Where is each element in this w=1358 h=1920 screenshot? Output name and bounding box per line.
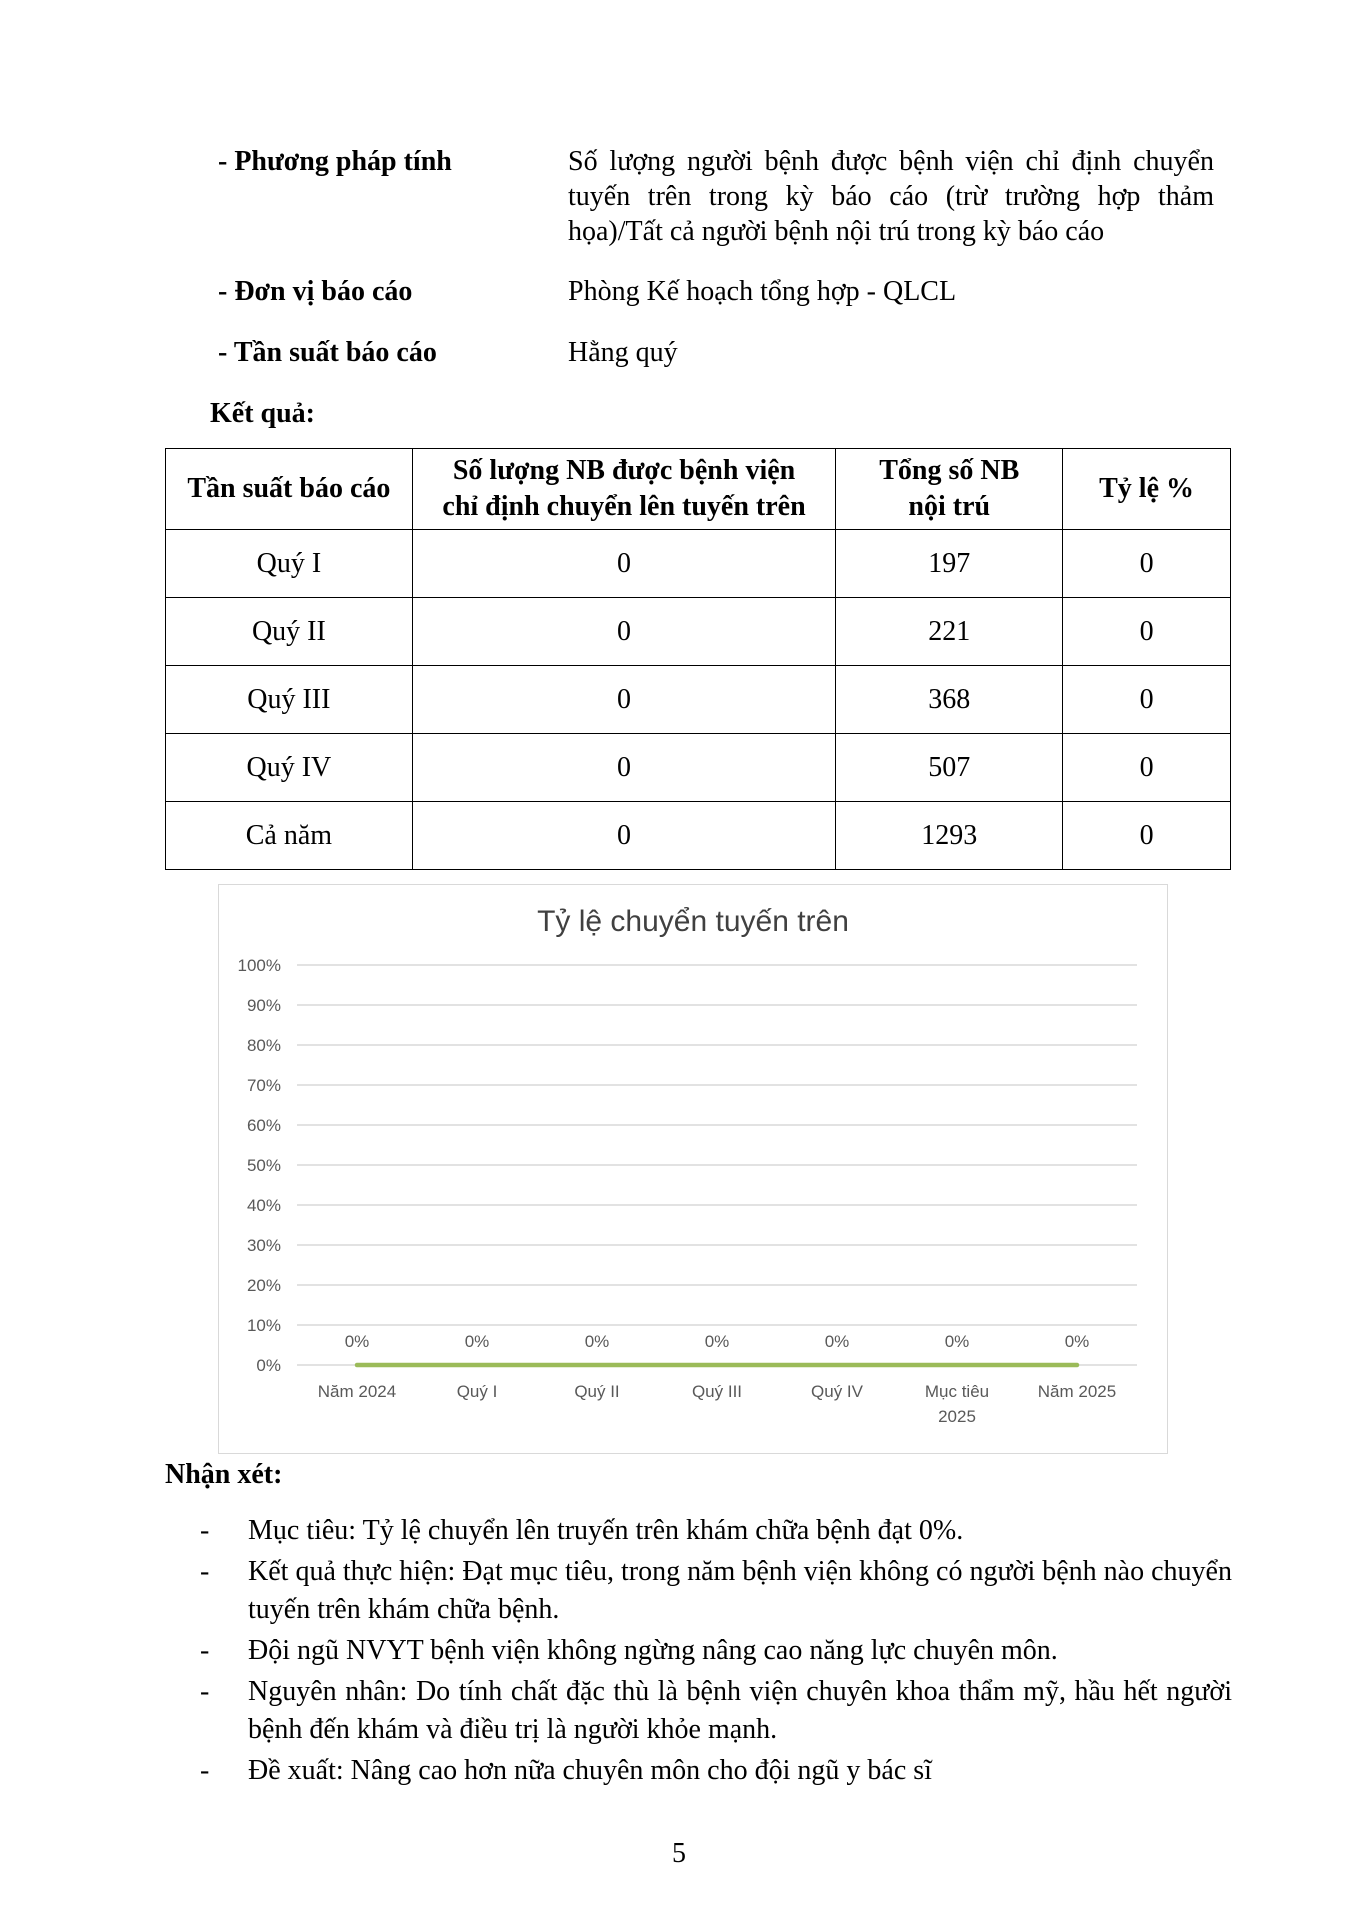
x-tick-label: Năm 2024 bbox=[317, 1382, 397, 1401]
x-tick-label: Quý II bbox=[574, 1382, 620, 1401]
cell-transferred: 0 bbox=[412, 598, 836, 666]
table-row bbox=[166, 598, 1231, 666]
list-dash: - bbox=[200, 1755, 210, 1786]
cell-total: 368 bbox=[836, 666, 1063, 734]
cell-transferred: 0 bbox=[412, 530, 836, 598]
y-tick-label: 100% bbox=[237, 956, 281, 975]
results-table bbox=[165, 448, 1231, 870]
note-text: Kết quả thực hiện: Đạt mục tiêu, trong năm bệnh viện không có người bệnh nào chuyển tuyến trên khám chữa bệnh. bbox=[248, 1556, 1232, 1625]
table-row bbox=[166, 802, 1231, 870]
chart-svg bbox=[219, 885, 1167, 1453]
y-tick-label: 70% bbox=[246, 1076, 281, 1095]
table-row bbox=[166, 530, 1231, 598]
x-tick-label: Năm 2025 bbox=[1037, 1382, 1117, 1401]
y-tick-label: 30% bbox=[246, 1236, 281, 1255]
note-text: Đề xuất: Nâng cao hơn nữa chuyên môn cho đội ngũ y bác sĩ bbox=[248, 1755, 932, 1786]
frequency-value: Hằng quý bbox=[568, 337, 678, 368]
cell-rate: 0 bbox=[1063, 530, 1231, 598]
chart-container bbox=[218, 884, 1168, 1454]
data-label: 0% bbox=[344, 1332, 370, 1351]
frequency-label: - Tần suất báo cáo bbox=[218, 337, 437, 368]
method-value: Số lượng người bệnh được bệnh viện chỉ định chuyển tuyến trên trong kỳ báo cáo (trừ trường hợp thảm họa)/Tất cả người bệnh nội trú trong kỳ báo cáo bbox=[568, 146, 1214, 247]
cell-period: Quý II bbox=[166, 598, 413, 666]
list-dash: - bbox=[200, 1676, 210, 1707]
table-row bbox=[166, 734, 1231, 802]
cell-total: 197 bbox=[836, 530, 1063, 598]
list-item bbox=[200, 1673, 1232, 1749]
y-tick-label: 90% bbox=[246, 996, 281, 1015]
cell-period: Quý III bbox=[166, 666, 413, 734]
cell-rate: 0 bbox=[1063, 734, 1231, 802]
notes-list bbox=[200, 1512, 1232, 1793]
note-text: Nguyên nhân: Do tính chất đặc thù là bệnh viện chuyên khoa thẩm mỹ, hầu hết người bệnh đến khám và điều trị là người khỏe mạnh. bbox=[248, 1676, 1232, 1745]
y-tick-label: 80% bbox=[246, 1036, 281, 1055]
data-label: 0% bbox=[824, 1332, 850, 1351]
note-text: Mục tiêu: Tỷ lệ chuyển lên truyến trên khám chữa bệnh đạt 0%. bbox=[248, 1515, 964, 1546]
list-dash: - bbox=[200, 1635, 210, 1666]
header-total-line2: nội trú bbox=[908, 491, 991, 522]
data-label: 0% bbox=[944, 1332, 970, 1351]
y-tick-label: 40% bbox=[246, 1196, 281, 1215]
y-tick-label: 50% bbox=[246, 1156, 281, 1175]
data-label: 0% bbox=[464, 1332, 490, 1351]
cell-rate: 0 bbox=[1063, 666, 1231, 734]
cell-transferred: 0 bbox=[412, 666, 836, 734]
data-label: 0% bbox=[584, 1332, 610, 1351]
cell-rate: 0 bbox=[1063, 598, 1231, 666]
header-transferred bbox=[412, 449, 836, 530]
y-tick-label: 20% bbox=[246, 1276, 281, 1295]
cell-period: Quý I bbox=[166, 530, 413, 598]
header-total bbox=[836, 449, 1063, 530]
header-total-line1: Tổng số NB bbox=[879, 455, 1020, 486]
table-row bbox=[166, 666, 1231, 734]
data-label: 0% bbox=[1064, 1332, 1090, 1351]
header-rate: Tỷ lệ % bbox=[1063, 449, 1231, 530]
x-tick-label: Quý I bbox=[456, 1382, 498, 1401]
list-dash: - bbox=[200, 1556, 210, 1587]
note-text: Đội ngũ NVYT bệnh viện không ngừng nâng cao năng lực chuyên môn. bbox=[248, 1635, 1058, 1666]
results-heading: Kết quả: bbox=[210, 398, 315, 429]
x-tick-label: 2025 bbox=[938, 1407, 976, 1426]
header-transferred-line2: chỉ định chuyển lên tuyến trên bbox=[442, 491, 806, 522]
cell-period: Quý IV bbox=[166, 734, 413, 802]
cell-period: Cả năm bbox=[166, 802, 413, 870]
list-item bbox=[200, 1512, 1232, 1550]
list-item bbox=[200, 1752, 1232, 1790]
data-label: 0% bbox=[704, 1332, 730, 1351]
cell-rate: 0 bbox=[1063, 802, 1231, 870]
cell-transferred: 0 bbox=[412, 734, 836, 802]
table-header-row bbox=[166, 449, 1231, 530]
unit-label: - Đơn vị báo cáo bbox=[218, 276, 413, 307]
y-tick-label: 0% bbox=[256, 1356, 281, 1375]
cell-transferred: 0 bbox=[412, 802, 836, 870]
list-item bbox=[200, 1553, 1232, 1629]
header-frequency: Tần suất báo cáo bbox=[166, 449, 413, 530]
notes-heading: Nhận xét: bbox=[165, 1459, 283, 1490]
page-number: 5 bbox=[672, 1838, 686, 1869]
method-label: - Phương pháp tính bbox=[218, 146, 452, 177]
chart-title: Tỷ lệ chuyển tuyến trên bbox=[537, 905, 849, 938]
header-transferred-line1: Số lượng NB được bệnh viện bbox=[452, 455, 796, 486]
cell-total: 221 bbox=[836, 598, 1063, 666]
cell-total: 1293 bbox=[836, 802, 1063, 870]
list-dash: - bbox=[200, 1515, 210, 1546]
y-tick-label: 10% bbox=[246, 1316, 281, 1335]
x-tick-label: Quý III bbox=[691, 1382, 743, 1401]
cell-total: 507 bbox=[836, 734, 1063, 802]
list-item bbox=[200, 1632, 1232, 1670]
x-tick-label: Mục tiêu bbox=[924, 1382, 990, 1401]
x-tick-label: Quý IV bbox=[811, 1382, 863, 1401]
y-tick-label: 60% bbox=[246, 1116, 281, 1135]
unit-value: Phòng Kế hoạch tổng hợp - QLCL bbox=[568, 276, 957, 307]
